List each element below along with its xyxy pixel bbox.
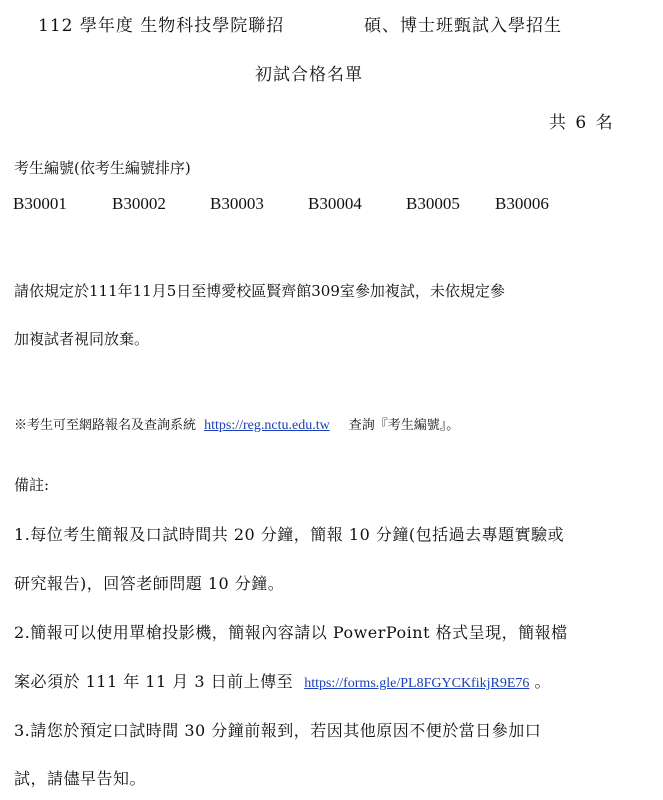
candidate-id: B30006 (495, 194, 549, 213)
title-right: 碩、博士班甄試入學招生 (364, 16, 562, 36)
query-prefix: ※考生可至網路報名及查詢系統 (14, 418, 197, 433)
title-left: 112 學年度 生物科技學院聯招 (38, 16, 285, 36)
remark-2-line-2 (14, 669, 551, 692)
candidate-id: B30001 (13, 194, 67, 213)
candidate-id: B30004 (308, 194, 362, 213)
remark-3-line-1: 3.請您於預定口試時間 30 分鐘前報到，若因其他原因不便於當日參加口 (14, 721, 542, 740)
list-title: 初試合格名單 (255, 65, 363, 85)
candidate-count: 共 6 名 (549, 113, 615, 133)
notice-line-1: 請依規定於111年11月5日至博愛校區賢齊館309室參加複試，未依規定參 (14, 282, 505, 300)
remark-1-line-1: 1.每位考生簡報及口試時間共 20 分鐘，簡報 10 分鐘(包括過去專題實驗或 (14, 525, 565, 544)
registration-link[interactable]: https://reg.nctu.edu.tw (204, 418, 330, 433)
upload-form-link[interactable]: https://forms.gle/PL8FGYCKfikjR9E76 (304, 676, 530, 691)
remark-2-line-1: 2.簡報可以使用單槍投影機，簡報內容請以 PowerPoint 格式呈現，簡報檔 (14, 623, 568, 642)
remarks-heading: 備註: (14, 476, 50, 494)
remark-2-prefix: 案必須於 111 年 11 月 3 日前上傳至 (14, 672, 294, 691)
query-line (14, 414, 459, 434)
remark-1-line-2: 研究報告)，回答老師問題 10 分鐘。 (14, 574, 285, 593)
candidate-id: B30003 (210, 194, 264, 213)
notice-line-2: 加複試者視同放棄。 (14, 330, 150, 348)
query-suffix: 查詢『考生編號』。 (348, 418, 460, 433)
candidate-id: B30005 (406, 194, 460, 213)
candidate-id: B30002 (112, 194, 166, 213)
remark-3-line-2: 試，請儘早告知。 (14, 769, 147, 788)
candidate-list-label: 考生編號(依考生編號排序) (14, 159, 191, 177)
remark-2-suffix: 。 (534, 672, 551, 691)
